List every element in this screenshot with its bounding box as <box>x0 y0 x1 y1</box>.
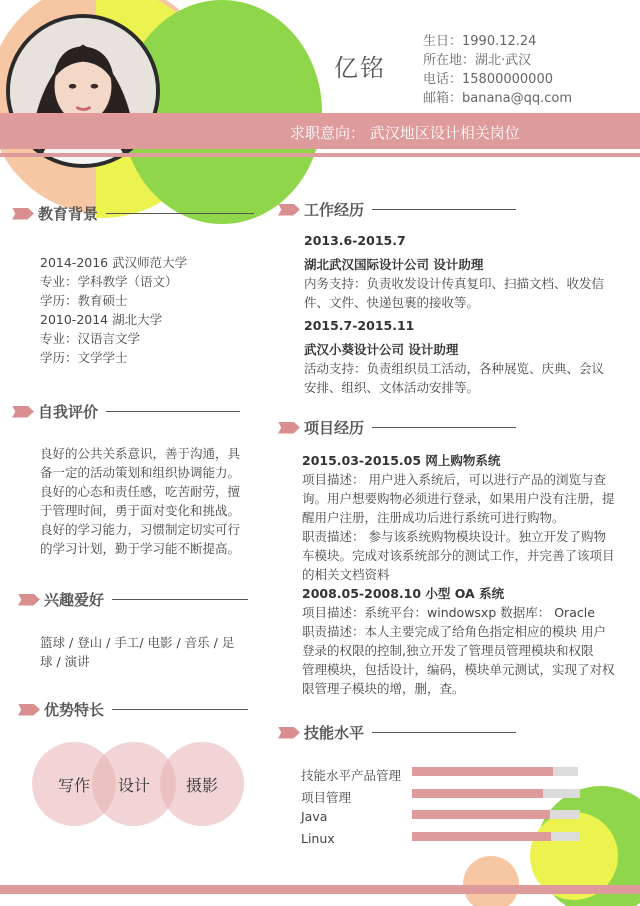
arrow-icon <box>12 208 34 220</box>
project-line: 项目描述： 用户进入系统后，可以进行产品的浏览与查 <box>302 472 606 487</box>
skill-bar-fill <box>412 789 543 798</box>
section-title: 自我评价 <box>38 403 99 421</box>
project-heading: 2015.03-2015.05 网上购物系统 <box>302 453 501 468</box>
hobbies-header <box>18 589 248 610</box>
phone: 电话：15800000000 <box>423 72 553 87</box>
text-line: 良好的心态和责任感，吃苦耐劳，擅 <box>40 484 241 499</box>
text-line: 良好的学习能力，习惯制定切实可行 <box>40 522 241 537</box>
job-desc: 件、文件、快递包裹的接收等。 <box>304 295 480 310</box>
project-line: 限管理子模块的增，删，查。 <box>302 681 465 696</box>
email: 邮箱：banana@qq.com <box>423 91 573 106</box>
skill-bar-fill <box>412 767 553 776</box>
divider <box>106 411 240 412</box>
section-title: 教育背景 <box>38 205 99 223</box>
project-line: 询。用户想要购物必须进行登录，如果用户没有注册，提 <box>302 491 615 506</box>
education-list <box>40 253 187 367</box>
list-item: 学历：教育硕士 <box>40 293 128 308</box>
job-company: 武汉小葵设计公司 设计助理 <box>304 342 459 357</box>
band-bottom-line <box>0 153 640 157</box>
job-desc: 内务支持：负责收发设计传真复印、扫描文档、收发信 <box>304 276 605 291</box>
strength-circle: 摄影 <box>160 742 244 826</box>
skill-bar <box>412 789 580 798</box>
divider <box>372 732 516 733</box>
skill-label: 项目管理 <box>301 790 352 805</box>
contact-info <box>423 32 572 108</box>
arrow-icon <box>278 422 300 434</box>
project-line: 管理模块，包括设计，编码，模块单元测试，实现了对权 <box>302 662 615 677</box>
arrow-icon <box>278 727 300 739</box>
skill-bar-fill <box>412 810 550 819</box>
text-line: 于管理时间，勇于面对变化和挑战。 <box>40 503 241 518</box>
bottom-band <box>0 885 640 894</box>
project-line: 的相关文档资料 <box>302 567 390 582</box>
skill-label: Linux <box>301 831 335 846</box>
section-title: 工作经历 <box>304 201 365 219</box>
project-line: 职责描述：本人主要完成了给角色指定相应的模块 用户 <box>302 624 606 639</box>
arrow-icon <box>18 594 40 606</box>
job-period: 2013.6-2015.7 <box>304 233 406 248</box>
job-company: 湖北武汉国际设计公司 设计助理 <box>304 257 484 272</box>
text-line: 的学习计划，勤于学习能不断提高。 <box>40 541 241 556</box>
projects-list <box>302 451 636 698</box>
section-title: 技能水平 <box>304 724 365 742</box>
projects-header <box>278 417 516 438</box>
work-header <box>278 199 516 220</box>
skill-bar <box>412 832 580 841</box>
education-header <box>12 203 254 224</box>
decor-peach-circle-bottom <box>463 856 519 906</box>
divider <box>112 709 248 710</box>
job-desc: 活动支持：负责组织员工活动，各种展览、庆典、会议 <box>304 361 605 376</box>
text-line: 良好的公共关系意识，善于沟通，具 <box>40 446 241 461</box>
self-eval-header <box>12 401 240 422</box>
list-item: 2014-2016 武汉师范大学 <box>40 255 188 270</box>
section-title: 项目经历 <box>304 419 365 437</box>
skill-bar <box>412 767 578 776</box>
arrow-icon <box>18 704 40 716</box>
list-item: 2010-2014 湖北大学 <box>40 312 163 327</box>
strength-circle: 写作 <box>32 742 116 826</box>
job-period: 2015.7-2015.11 <box>304 318 415 333</box>
project-line: 职责描述： 参与该系统购物模块设计。独立开发了购物 <box>302 529 606 544</box>
skill-label: Java <box>301 809 328 824</box>
project-heading: 2008.05-2008.10 小型 OA 系统 <box>302 586 505 601</box>
birthday: 生日：1990.12.24 <box>423 34 537 49</box>
divider <box>372 209 516 210</box>
list-item: 学历：文学学士 <box>40 350 128 365</box>
text-line: 球 / 演讲 <box>40 654 90 669</box>
list-item: 专业：汉语言文学 <box>40 331 141 346</box>
job-desc: 安排、组织、文体活动安排等。 <box>304 380 480 395</box>
divider <box>106 213 254 214</box>
hobbies-text <box>40 633 234 671</box>
candidate-name: 亿铭 <box>334 54 386 82</box>
project-line: 登录的权限的控制,独立开发了管理员管理模块和权限 <box>302 643 594 658</box>
text-line: 备一定的活动策划和组织协调能力。 <box>40 465 241 480</box>
project-line: 车模块。完成对该系统部分的测试工作，并完善了该项目 <box>302 548 615 563</box>
section-title: 兴趣爱好 <box>44 591 105 609</box>
strengths-header <box>18 699 248 720</box>
arrow-icon <box>278 204 300 216</box>
project-line: 项目描述：系统平台：windowsxp 数据库： Oracle <box>302 605 595 620</box>
job-objective: 求职意向： 武汉地区设计相关岗位 <box>290 124 520 142</box>
section-title: 优势特长 <box>44 701 105 719</box>
skills-header <box>278 722 516 743</box>
divider <box>112 599 248 600</box>
strength-circle: 设计 <box>92 742 176 826</box>
text-line: 篮球 / 登山 / 手工/ 电影 / 音乐 / 足 <box>40 635 235 650</box>
skill-label: 技能水平产品管理 <box>301 768 402 783</box>
project-line: 醒用户注册，注册成功后进行系统可进行购物。 <box>302 510 565 525</box>
self-eval-text <box>40 444 240 558</box>
work-list <box>304 231 634 397</box>
skill-bar <box>412 810 580 819</box>
location: 所在地：湖北·武汉 <box>423 53 532 68</box>
skill-bar-fill <box>412 832 551 841</box>
divider <box>372 427 516 428</box>
list-item: 专业：学科教学（语文） <box>40 274 178 289</box>
arrow-icon <box>12 406 34 418</box>
